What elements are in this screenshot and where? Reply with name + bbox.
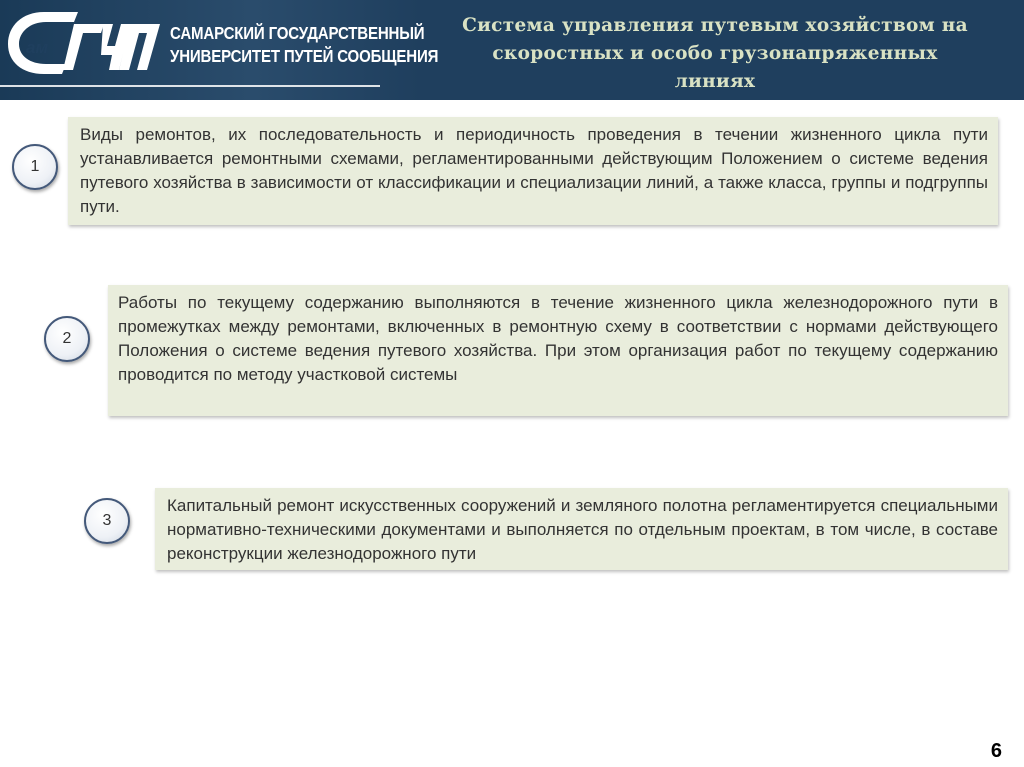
header-bar (0, 0, 1024, 100)
university-name (170, 22, 438, 68)
slide-title (420, 12, 1010, 96)
card-text: Работы по текущему содержанию выполняются в течение жизненного цикла железнодорожного пути в промежутках между ремонтами, включенных в ремонтную схему в соответствии с нормами действующего Положения о системе ведения путевого хозяйства. При этом организация работ по текущему содержанию проводится по методу участковой системы (118, 293, 998, 384)
text-card (155, 488, 1008, 570)
text-card (68, 117, 998, 225)
page-number: 6 (990, 740, 1002, 762)
university-logo (4, 6, 162, 78)
university-name-line1: САМАРСКИЙ ГОСУДАРСТВЕННЫЙ (170, 23, 425, 43)
item-number-badge: 3 (84, 498, 130, 544)
logo-underline (0, 85, 380, 87)
text-card (108, 285, 1008, 416)
slide-title-line3: линиях (674, 71, 756, 92)
card-text: Капитальный ремонт искусственных сооружений и земляного полотна регламентируется специальными нормативно-техническими документами и выполняется по отдельным проектам, в том числе, в составе реконструкции железнодорожного пути (167, 496, 998, 563)
slide-title-line2: скоростных и особо грузонапряженных (492, 43, 938, 64)
university-name-line2: УНИВЕРСИТЕТ ПУТЕЙ СООБЩЕНИЯ (170, 46, 439, 66)
item-number-badge: 2 (44, 316, 90, 362)
item-number-badge: 1 (12, 144, 58, 190)
svg-text:ам: ам (26, 38, 49, 57)
slide-title-line1: Система управления путевым хозяйством на (462, 15, 968, 36)
card-text: Виды ремонтов, их последовательность и периодичность проведения в течении жизненного цикла пути устанавливается ремонтными схемами, регламентированными действующим Положением о системе ведения путевого хозяйства в зависимости от классификации и специализации линий, а также класса, группы и подгруппы пути. (80, 125, 988, 216)
